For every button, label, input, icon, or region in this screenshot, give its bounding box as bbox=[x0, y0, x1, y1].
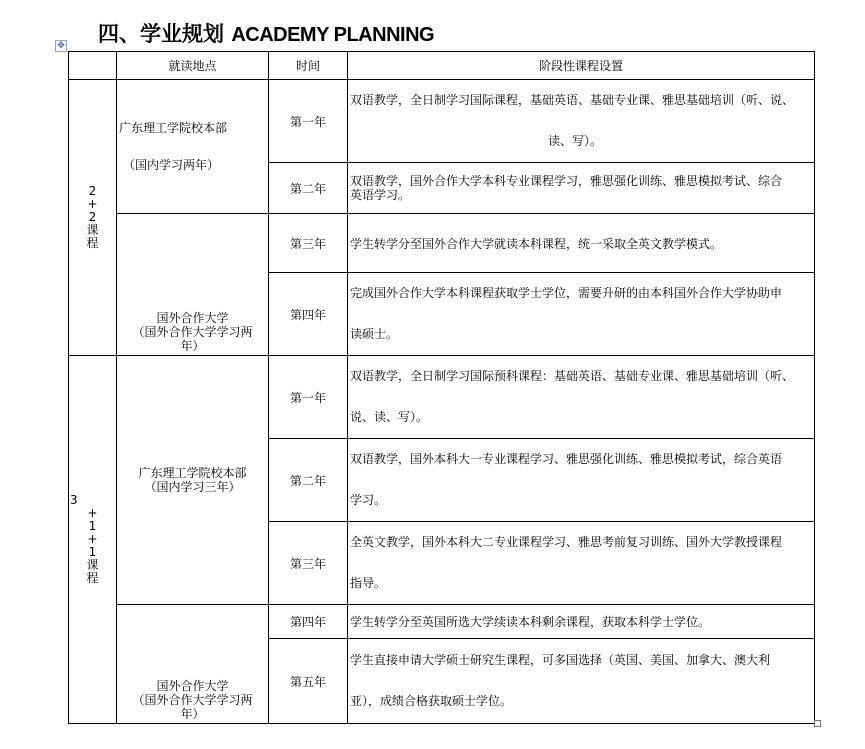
time-cell: 第一年 bbox=[269, 80, 348, 163]
table-resize-handle[interactable] bbox=[814, 720, 821, 727]
program-label-line: 课 bbox=[86, 223, 99, 237]
desc-line: 学生转学分至国外合作大学就读本科课程，统一采取全英文教学模式。 bbox=[350, 236, 723, 251]
time-cell: 第二年 bbox=[269, 439, 348, 522]
program-label-line: + bbox=[87, 532, 98, 546]
title-en: ACADEMY PLANNING bbox=[231, 24, 435, 46]
location-overseas bbox=[117, 214, 269, 356]
header-program bbox=[69, 52, 117, 80]
time-cell: 第二年 bbox=[269, 163, 348, 214]
program-label-3-1-1 bbox=[69, 356, 117, 724]
desc-line: 学生转学分至英国所选大学续读本科剩余课程，获取本科学士学位。 bbox=[350, 615, 711, 629]
desc-line: 完成国外合作大学本科课程获取学士学位，需要升研的由本科国外合作大学协助申 bbox=[350, 286, 783, 300]
desc-line: 亚），成绩合格获取硕士学位。 bbox=[350, 694, 513, 708]
desc-line: 英语学习。 bbox=[350, 188, 411, 202]
desc-line: 指导。 bbox=[350, 576, 387, 590]
program-label-line: 2 bbox=[88, 184, 97, 198]
location-overseas bbox=[117, 605, 269, 724]
desc-line: 双语教学，国外合作大学本科专业课程学习，雅思强化训练、雅思模拟考试、综合 bbox=[350, 174, 783, 188]
desc-line: 双语教学，全日制学习国际预科课程：基础英语、基础专业课、雅思基础培训（听、 bbox=[350, 369, 795, 383]
location-duration: （国内学习两年） bbox=[123, 158, 220, 172]
course-description bbox=[348, 163, 815, 214]
program-label-line: 课 bbox=[86, 558, 99, 572]
program-label-line: 2 bbox=[88, 210, 97, 224]
time-cell: 第一年 bbox=[269, 356, 348, 439]
title-zh: 四、学业规划 bbox=[98, 22, 224, 46]
location-name: 广东理工学院校本部 bbox=[138, 466, 247, 480]
location-duration: 年） bbox=[180, 707, 205, 721]
table-header-row bbox=[69, 52, 815, 80]
location-duration: （国外合作大学学习两 bbox=[132, 693, 253, 707]
time-cell: 第五年 bbox=[269, 639, 348, 724]
program-label-line: 程 bbox=[86, 236, 99, 250]
course-description bbox=[348, 80, 815, 163]
location-domestic bbox=[117, 80, 269, 214]
location-name: 国外合作大学 bbox=[156, 311, 229, 325]
program-label-line: 程 bbox=[86, 571, 99, 585]
page-title bbox=[98, 18, 434, 48]
time-cell: 第四年 bbox=[269, 273, 348, 356]
desc-line: 全英文教学，国外本科大二专业课程学习、雅思考前复习训练、国外大学教授课程 bbox=[350, 535, 783, 549]
program-label-line: 1 bbox=[88, 519, 97, 533]
desc-line: 读、写）。 bbox=[548, 134, 603, 148]
table-move-handle-icon[interactable]: ✥ bbox=[55, 40, 67, 52]
header-location: 就读地点 bbox=[117, 52, 269, 80]
course-description bbox=[348, 273, 815, 356]
desc-line: 学习。 bbox=[350, 493, 387, 507]
location-duration: （国内学习三年） bbox=[144, 480, 241, 494]
course-description bbox=[348, 214, 815, 273]
time-cell: 第三年 bbox=[269, 522, 348, 605]
desc-line: 学生直接申请大学硕士研究生课程，可多国选择（英国、美国、加拿大、澳大利 bbox=[350, 653, 771, 667]
course-description bbox=[348, 605, 815, 639]
desc-line: 双语教学，国外本科大一专业课程学习、雅思强化训练、雅思模拟考试，综合英语 bbox=[350, 452, 783, 466]
location-domestic bbox=[117, 356, 269, 605]
program-label-line: + bbox=[87, 506, 98, 520]
table-row bbox=[69, 80, 815, 163]
location-duration: （国外合作大学学习两 bbox=[132, 325, 253, 339]
course-description bbox=[348, 439, 815, 522]
academic-plan-table bbox=[68, 51, 815, 724]
header-courses: 阶段性课程设置 bbox=[348, 52, 815, 80]
desc-line: 说、读、写）。 bbox=[350, 410, 429, 424]
time-cell: 第三年 bbox=[269, 214, 348, 273]
course-description bbox=[348, 356, 815, 439]
location-duration: 年） bbox=[180, 339, 205, 353]
program-label-line: 1 bbox=[88, 545, 97, 559]
course-description bbox=[348, 522, 815, 605]
location-name: 国外合作大学 bbox=[156, 679, 229, 693]
course-description bbox=[348, 639, 815, 724]
desc-line: 读硕士。 bbox=[350, 327, 399, 341]
program-label-line: 3 bbox=[70, 493, 78, 507]
table-row bbox=[69, 605, 815, 639]
header-time: 时间 bbox=[269, 52, 348, 80]
program-label-line: + bbox=[87, 197, 98, 211]
program-label-2-2 bbox=[69, 80, 117, 356]
table-row bbox=[69, 356, 815, 439]
location-name: 广东理工学院校本部 bbox=[119, 121, 228, 135]
time-cell: 第四年 bbox=[269, 605, 348, 639]
desc-line: 双语教学，全日制学习国际课程，基础英语、基础专业课、雅思基础培训（听、说、 bbox=[350, 93, 795, 107]
table-row bbox=[69, 214, 815, 273]
